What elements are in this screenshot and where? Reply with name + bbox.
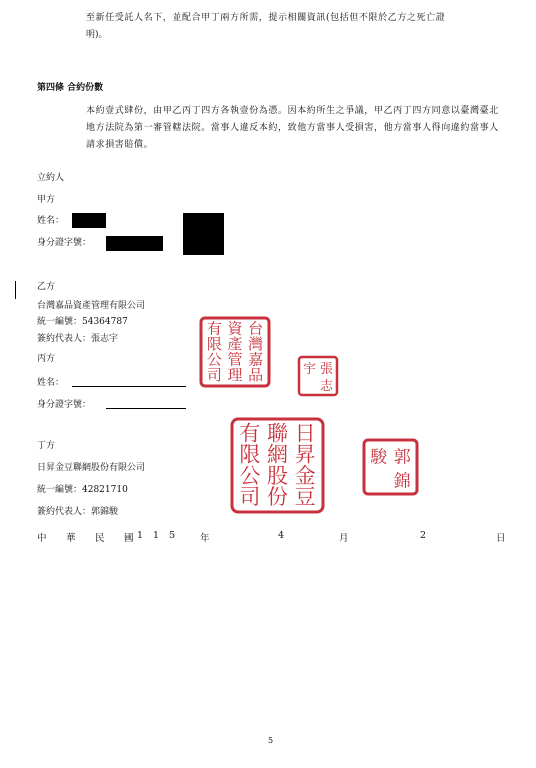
svg-text:錦: 錦 bbox=[393, 471, 411, 492]
svg-text:司: 司 bbox=[239, 485, 261, 510]
intro-line-2: 明)。 bbox=[86, 30, 108, 40]
date-month: 4 bbox=[278, 530, 285, 541]
svg-text:限: 限 bbox=[206, 335, 222, 354]
svg-text:嘉: 嘉 bbox=[248, 350, 264, 369]
svg-text:資: 資 bbox=[227, 319, 243, 338]
svg-text:日: 日 bbox=[294, 421, 316, 446]
article-title: 第四條 合約份數 bbox=[37, 83, 104, 93]
svg-text:理: 理 bbox=[227, 366, 243, 385]
party-b-tax-id: 統一編號：54364787 bbox=[37, 317, 128, 327]
party-a-name-redaction bbox=[72, 213, 106, 228]
company-seal-b bbox=[199, 316, 271, 388]
svg-text:張: 張 bbox=[319, 361, 334, 377]
svg-text:產: 產 bbox=[227, 335, 243, 354]
svg-text:股: 股 bbox=[267, 463, 288, 488]
personal-seal-b bbox=[297, 355, 339, 397]
intro-line-1: 至新任受託人名下，並配合甲丁兩方所需，提示相關資訊(包括但不限於乙方之死亡證 bbox=[86, 13, 446, 23]
party-c-label: 丙方 bbox=[37, 354, 56, 364]
party-b-company: 台灣嘉品資產管理有限公司 bbox=[37, 301, 146, 311]
signatories-label: 立約人 bbox=[37, 173, 65, 183]
party-d-representative: 簽約代表人：郭錦駿 bbox=[37, 507, 119, 517]
party-a-seal-redaction bbox=[183, 213, 224, 255]
svg-text:管: 管 bbox=[227, 350, 243, 369]
svg-text:金: 金 bbox=[294, 463, 316, 488]
svg-text:志: 志 bbox=[319, 378, 334, 394]
svg-text:聯: 聯 bbox=[267, 421, 288, 446]
party-c-name-label: 姓名： bbox=[37, 378, 65, 388]
svg-text:豆: 豆 bbox=[294, 485, 316, 510]
svg-text:公: 公 bbox=[239, 463, 261, 488]
date-year: 115 bbox=[137, 530, 186, 541]
party-a-id-redaction bbox=[106, 236, 163, 251]
party-d-label: 丁方 bbox=[37, 441, 56, 451]
svg-text:台: 台 bbox=[248, 319, 264, 338]
svg-text:有: 有 bbox=[206, 319, 222, 338]
company-seal-d bbox=[230, 417, 325, 514]
date-era: 中 華 民 國 bbox=[37, 533, 139, 544]
party-a-id-label: 身分證字號： bbox=[37, 238, 92, 248]
svg-text:宇: 宇 bbox=[302, 361, 317, 377]
party-c-id-label: 身分證字號： bbox=[37, 400, 92, 410]
svg-text:公: 公 bbox=[206, 350, 222, 369]
party-b-representative: 簽約代表人：張志宇 bbox=[37, 334, 119, 344]
date-month-unit: 月 bbox=[339, 533, 349, 544]
date-day: 2 bbox=[420, 530, 427, 541]
svg-text:有: 有 bbox=[239, 421, 261, 446]
date-day-unit: 日 bbox=[496, 533, 506, 544]
party-b-label: 乙方 bbox=[37, 282, 56, 292]
svg-text:網: 網 bbox=[267, 442, 288, 467]
svg-text:品: 品 bbox=[248, 366, 264, 385]
svg-text:駿: 駿 bbox=[370, 447, 388, 468]
party-c-id-line bbox=[106, 408, 186, 409]
text-cursor bbox=[15, 281, 16, 299]
svg-text:份: 份 bbox=[267, 485, 288, 510]
svg-text:司: 司 bbox=[206, 366, 222, 385]
party-c-name-line bbox=[72, 386, 186, 387]
date-year-unit: 年 bbox=[200, 533, 210, 544]
personal-seal-d bbox=[362, 438, 419, 496]
party-a-label: 甲方 bbox=[37, 195, 56, 205]
page-number: 5 bbox=[268, 736, 274, 745]
svg-text:昇: 昇 bbox=[294, 442, 316, 467]
svg-text:限: 限 bbox=[239, 442, 261, 467]
article-paragraph: 本約壹式肆份，由甲乙丙丁四方各執壹份為憑。因本約所生之爭議，甲乙丙丁四方同意以臺灣臺北地方法院為第一審管轄法院。當事人違反本約，致他方當事人受損害，他方當事人得向違約當事人請求損害賠償。 bbox=[86, 106, 499, 150]
svg-text:灣: 灣 bbox=[248, 335, 264, 354]
party-d-company: 日昇金豆聯網股份有限公司 bbox=[37, 463, 146, 473]
svg-text:郭: 郭 bbox=[393, 447, 411, 468]
party-d-tax-id: 統一編號：42821710 bbox=[37, 485, 128, 495]
party-a-name-label: 姓名： bbox=[37, 216, 65, 226]
